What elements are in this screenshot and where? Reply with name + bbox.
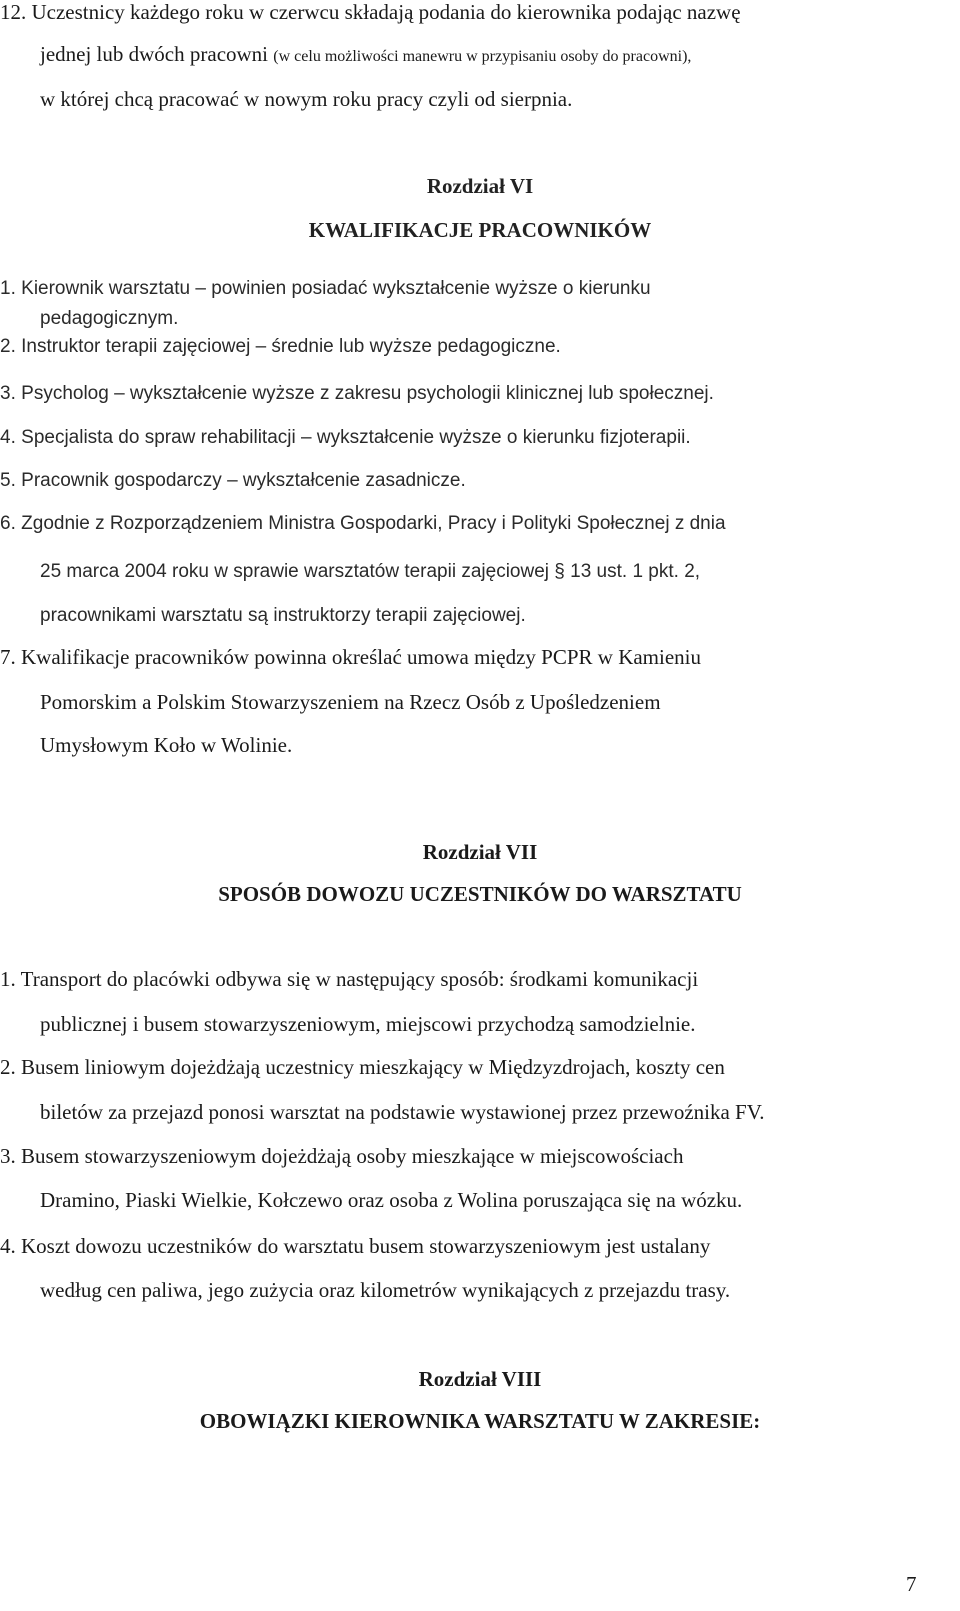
list-item: 7. Kwalifikacje pracowników powinna określać umowa między PCPR w Kamieniu	[0, 645, 702, 669]
list-item-continuation: 25 marca 2004 roku w sprawie warsztatów terapii zajęciowej § 13 ust. 1 pkt. 2,	[40, 561, 701, 582]
list-item: 1. Kierownik warsztatu – powinien posiadać wykształcenie wyższe o kierunku	[0, 278, 651, 299]
list-item: 1. Transport do placówki odbywa się w następujący sposób: środkami komunikacji	[0, 967, 699, 991]
list-item: 5. Pracownik gospodarczy – wykształcenie zasadnicze.	[0, 470, 466, 491]
list-item-continuation: według cen paliwa, jego zużycia oraz kilometrów wynikających z przejazdu trasy.	[40, 1278, 731, 1302]
list-item-continuation: Umysłowym Koło w Wolinie.	[40, 733, 293, 757]
item-12-line-1: Uczestnicy każdego roku w czerwcu składają podania do kierownika podając nazwę	[31, 0, 741, 24]
list-item: 4. Koszt dowozu uczestników do warsztatu busem stowarzyszeniowym jest ustalany	[0, 1234, 711, 1258]
list-item: 4. Specjalista do spraw rehabilitacji – wykształcenie wyższe o kierunku fizjoterapii.	[0, 427, 691, 448]
chapter-6-title: Rozdział VI	[426, 174, 534, 198]
list-item-continuation: biletów za przejazd ponosi warsztat na podstawie wystawionej przez przewoźnika FV.	[40, 1100, 765, 1124]
page-number: 7	[906, 1572, 917, 1596]
chapter-6-subtitle: KWALIFIKACJE PRACOWNIKÓW	[308, 218, 652, 242]
chapter-7-title: Rozdział VII	[422, 840, 538, 864]
list-item: 3. Busem stowarzyszeniowym dojeżdżają osoby mieszkające w miejscowościach	[0, 1144, 684, 1168]
list-item-continuation: Dramino, Piaski Wielkie, Kołczewo oraz osoba z Wolina poruszająca się na wózku.	[40, 1188, 743, 1212]
item-12-number: 12.	[0, 0, 27, 24]
list-item-continuation: publicznej i busem stowarzyszeniowym, miejscowi przychodzą samodzielnie.	[40, 1012, 696, 1036]
list-item-continuation: pracownikami warsztatu są instruktorzy terapii zajęciowej.	[40, 605, 526, 626]
item-12-line-2: jednej lub dwóch pracowni (w celu możliwości manewru w przypisaniu osoby do pracowni),	[40, 42, 692, 66]
list-item: 2. Instruktor terapii zajęciowej – średnie lub wyższe pedagogiczne.	[0, 336, 561, 357]
list-item: 3. Psycholog – wykształcenie wyższe z zakresu psychologii klinicznej lub społecznej.	[0, 383, 714, 404]
list-item: 2. Busem liniowym dojeżdżają uczestnicy mieszkający w Międzyzdrojach, koszty cen	[0, 1055, 725, 1079]
chapter-8-title: Rozdział VIII	[418, 1367, 542, 1391]
list-item: 6. Zgodnie z Rozporządzeniem Ministra Gospodarki, Pracy i Polityki Społecznej z dnia	[0, 513, 726, 534]
chapter-8-subtitle: OBOWIĄZKI KIEROWNIKA WARSZTATU W ZAKRESIE:	[199, 1409, 761, 1433]
list-item-continuation: pedagogicznym.	[40, 308, 179, 329]
item-12-line-3: w której chcą pracować w nowym roku pracy czyli od sierpnia.	[40, 87, 573, 111]
chapter-7-subtitle: SPOSÓB DOWOZU UCZESTNIKÓW DO WARSZTATU	[218, 882, 742, 906]
item-12-note: (w celu możliwości manewru w przypisaniu osoby do pracowni),	[273, 48, 692, 65]
item-12	[0, 0, 741, 25]
list-item-continuation: Pomorskim a Polskim Stowarzyszeniem na Rzecz Osób z Upośledzeniem	[40, 690, 661, 714]
